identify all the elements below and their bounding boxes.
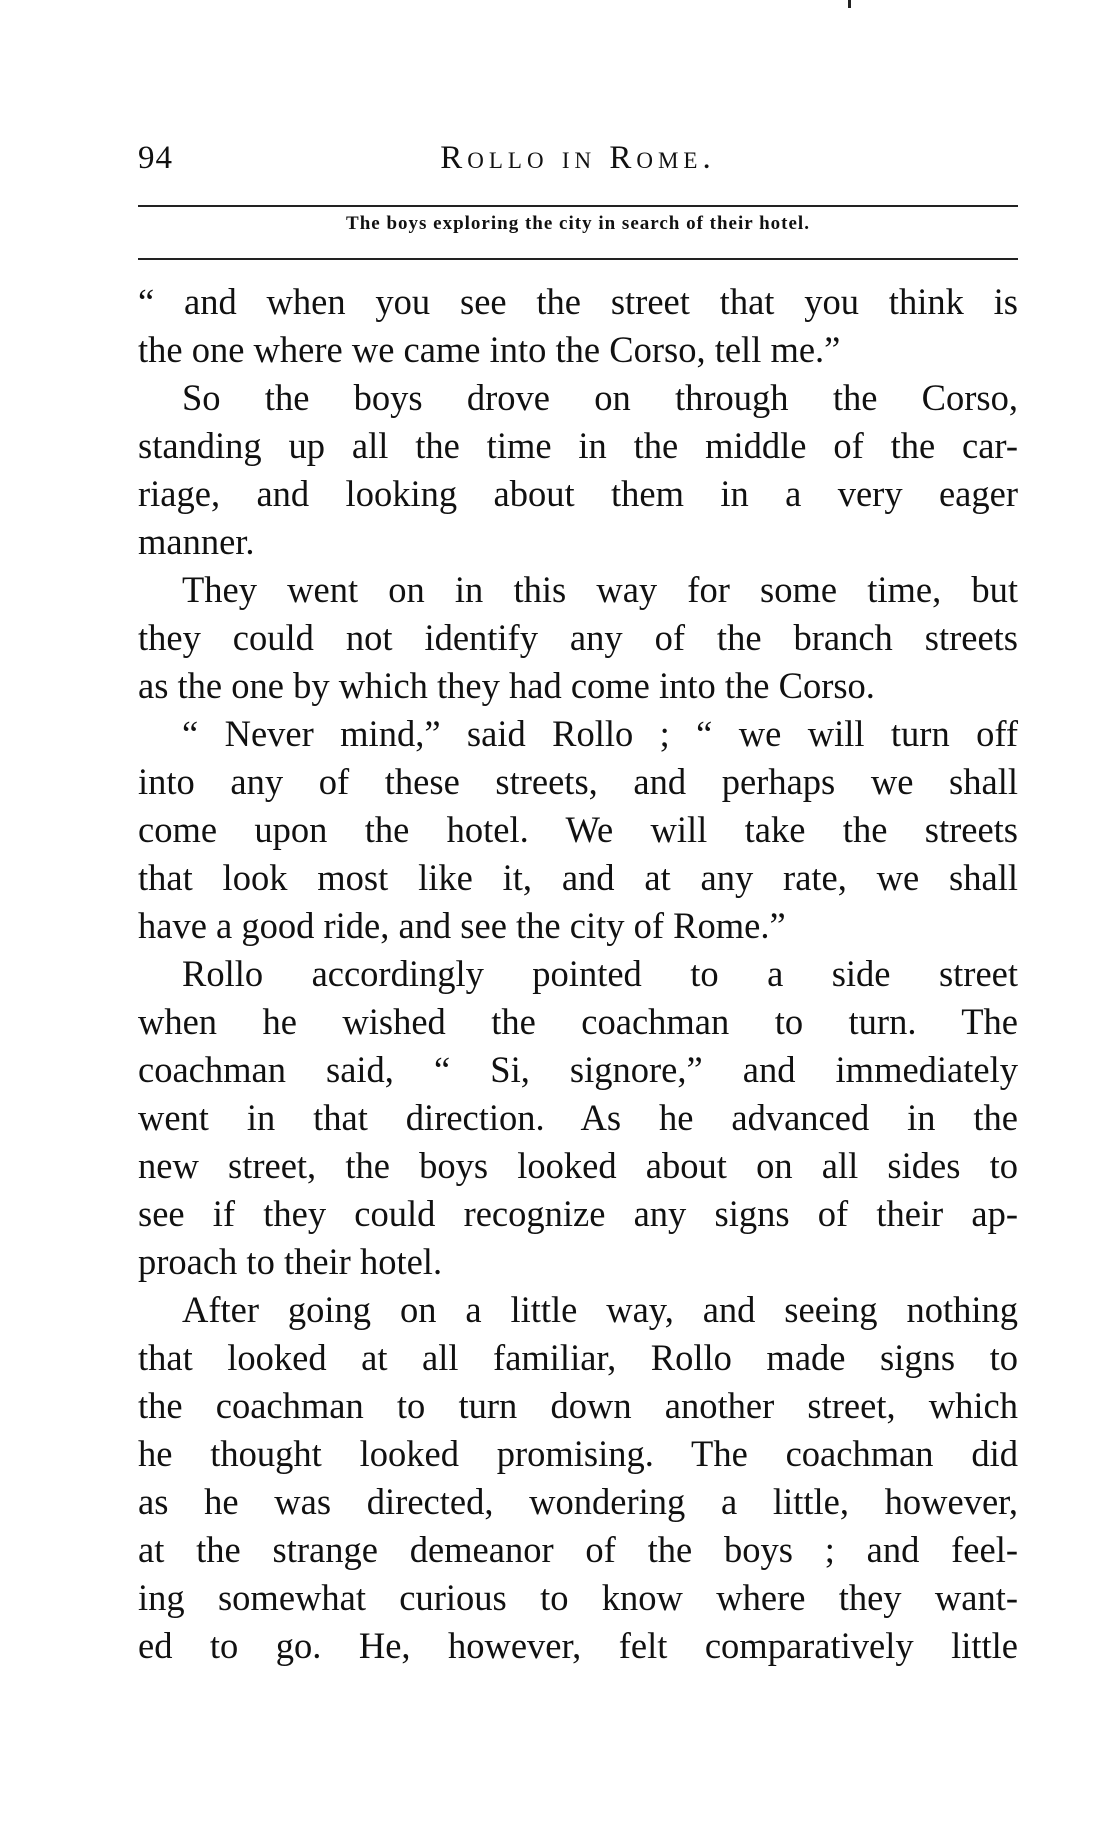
text-line: when he wished the coachman to turn. The [138,1001,1018,1042]
text-line: at the strange demeanor of the boys ; and feel- [138,1529,1018,1570]
text-line: as the one by which they had come into the Corso. [138,665,875,706]
text-line: he thought looked promising. The coachman did [138,1433,1018,1474]
text-line: “ Never mind,” said Rollo ; “ we will turn off [182,713,1018,754]
text-line: “ and when you see the street that you think is [138,281,1018,322]
paragraph [138,710,1018,950]
text-line: Rollo accordingly pointed to a side street [182,953,1018,994]
text-line: they could not identify any of the branch streets [138,617,1018,658]
paragraph [138,278,1018,374]
body-text [138,278,1018,1670]
text-line: went in that direction. As he advanced in the [138,1097,1018,1138]
text-line: ed to go. He, however, felt comparatively little [138,1625,1018,1666]
page-number: 94 [138,140,173,176]
paragraph [138,1286,1018,1670]
header-rule-bottom [138,258,1018,260]
paragraph [138,950,1018,1286]
text-line: manner. [138,521,255,562]
text-line: that look most like it, and at any rate, we shall [138,857,1018,898]
text-line: the coachman to turn down another street, which [138,1385,1018,1426]
text-line: After going on a little way, and seeing nothing [182,1289,1018,1330]
paragraph [138,374,1018,566]
section-caption: The boys exploring the city in search of their hotel. [346,213,810,234]
paragraph [138,566,1018,710]
text-line: ing somewhat curious to know where they want- [138,1577,1018,1618]
text-line: have a good ride, and see the city of Rome.” [138,905,786,946]
text-line: coachman said, “ Si, signore,” and immediately [138,1049,1018,1090]
text-line: riage, and looking about them in a very eager [138,473,1018,514]
text-line: come upon the hotel. We will take the streets [138,809,1018,850]
text-line: as he was directed, wondering a little, however, [138,1481,1018,1522]
text-line: So the boys drove on through the Corso, [182,377,1018,418]
text-line: see if they could recognize any signs of their ap- [138,1193,1018,1234]
text-line: proach to their hotel. [138,1241,443,1282]
header-rule-top [138,205,1018,207]
text-line: that looked at all familiar, Rollo made signs to [138,1337,1018,1378]
print-mark [848,0,851,8]
text-line: the one where we came into the Corso, tell me.” [138,329,841,370]
text-line: They went on in this way for some time, but [182,569,1018,610]
running-head: Rollo in Rome. [440,140,716,176]
text-line: new street, the boys looked about on all sides to [138,1145,1018,1186]
text-line: standing up all the time in the middle of the car- [138,425,1018,466]
text-line: into any of these streets, and perhaps we shall [138,761,1018,802]
page-header [138,140,1018,190]
